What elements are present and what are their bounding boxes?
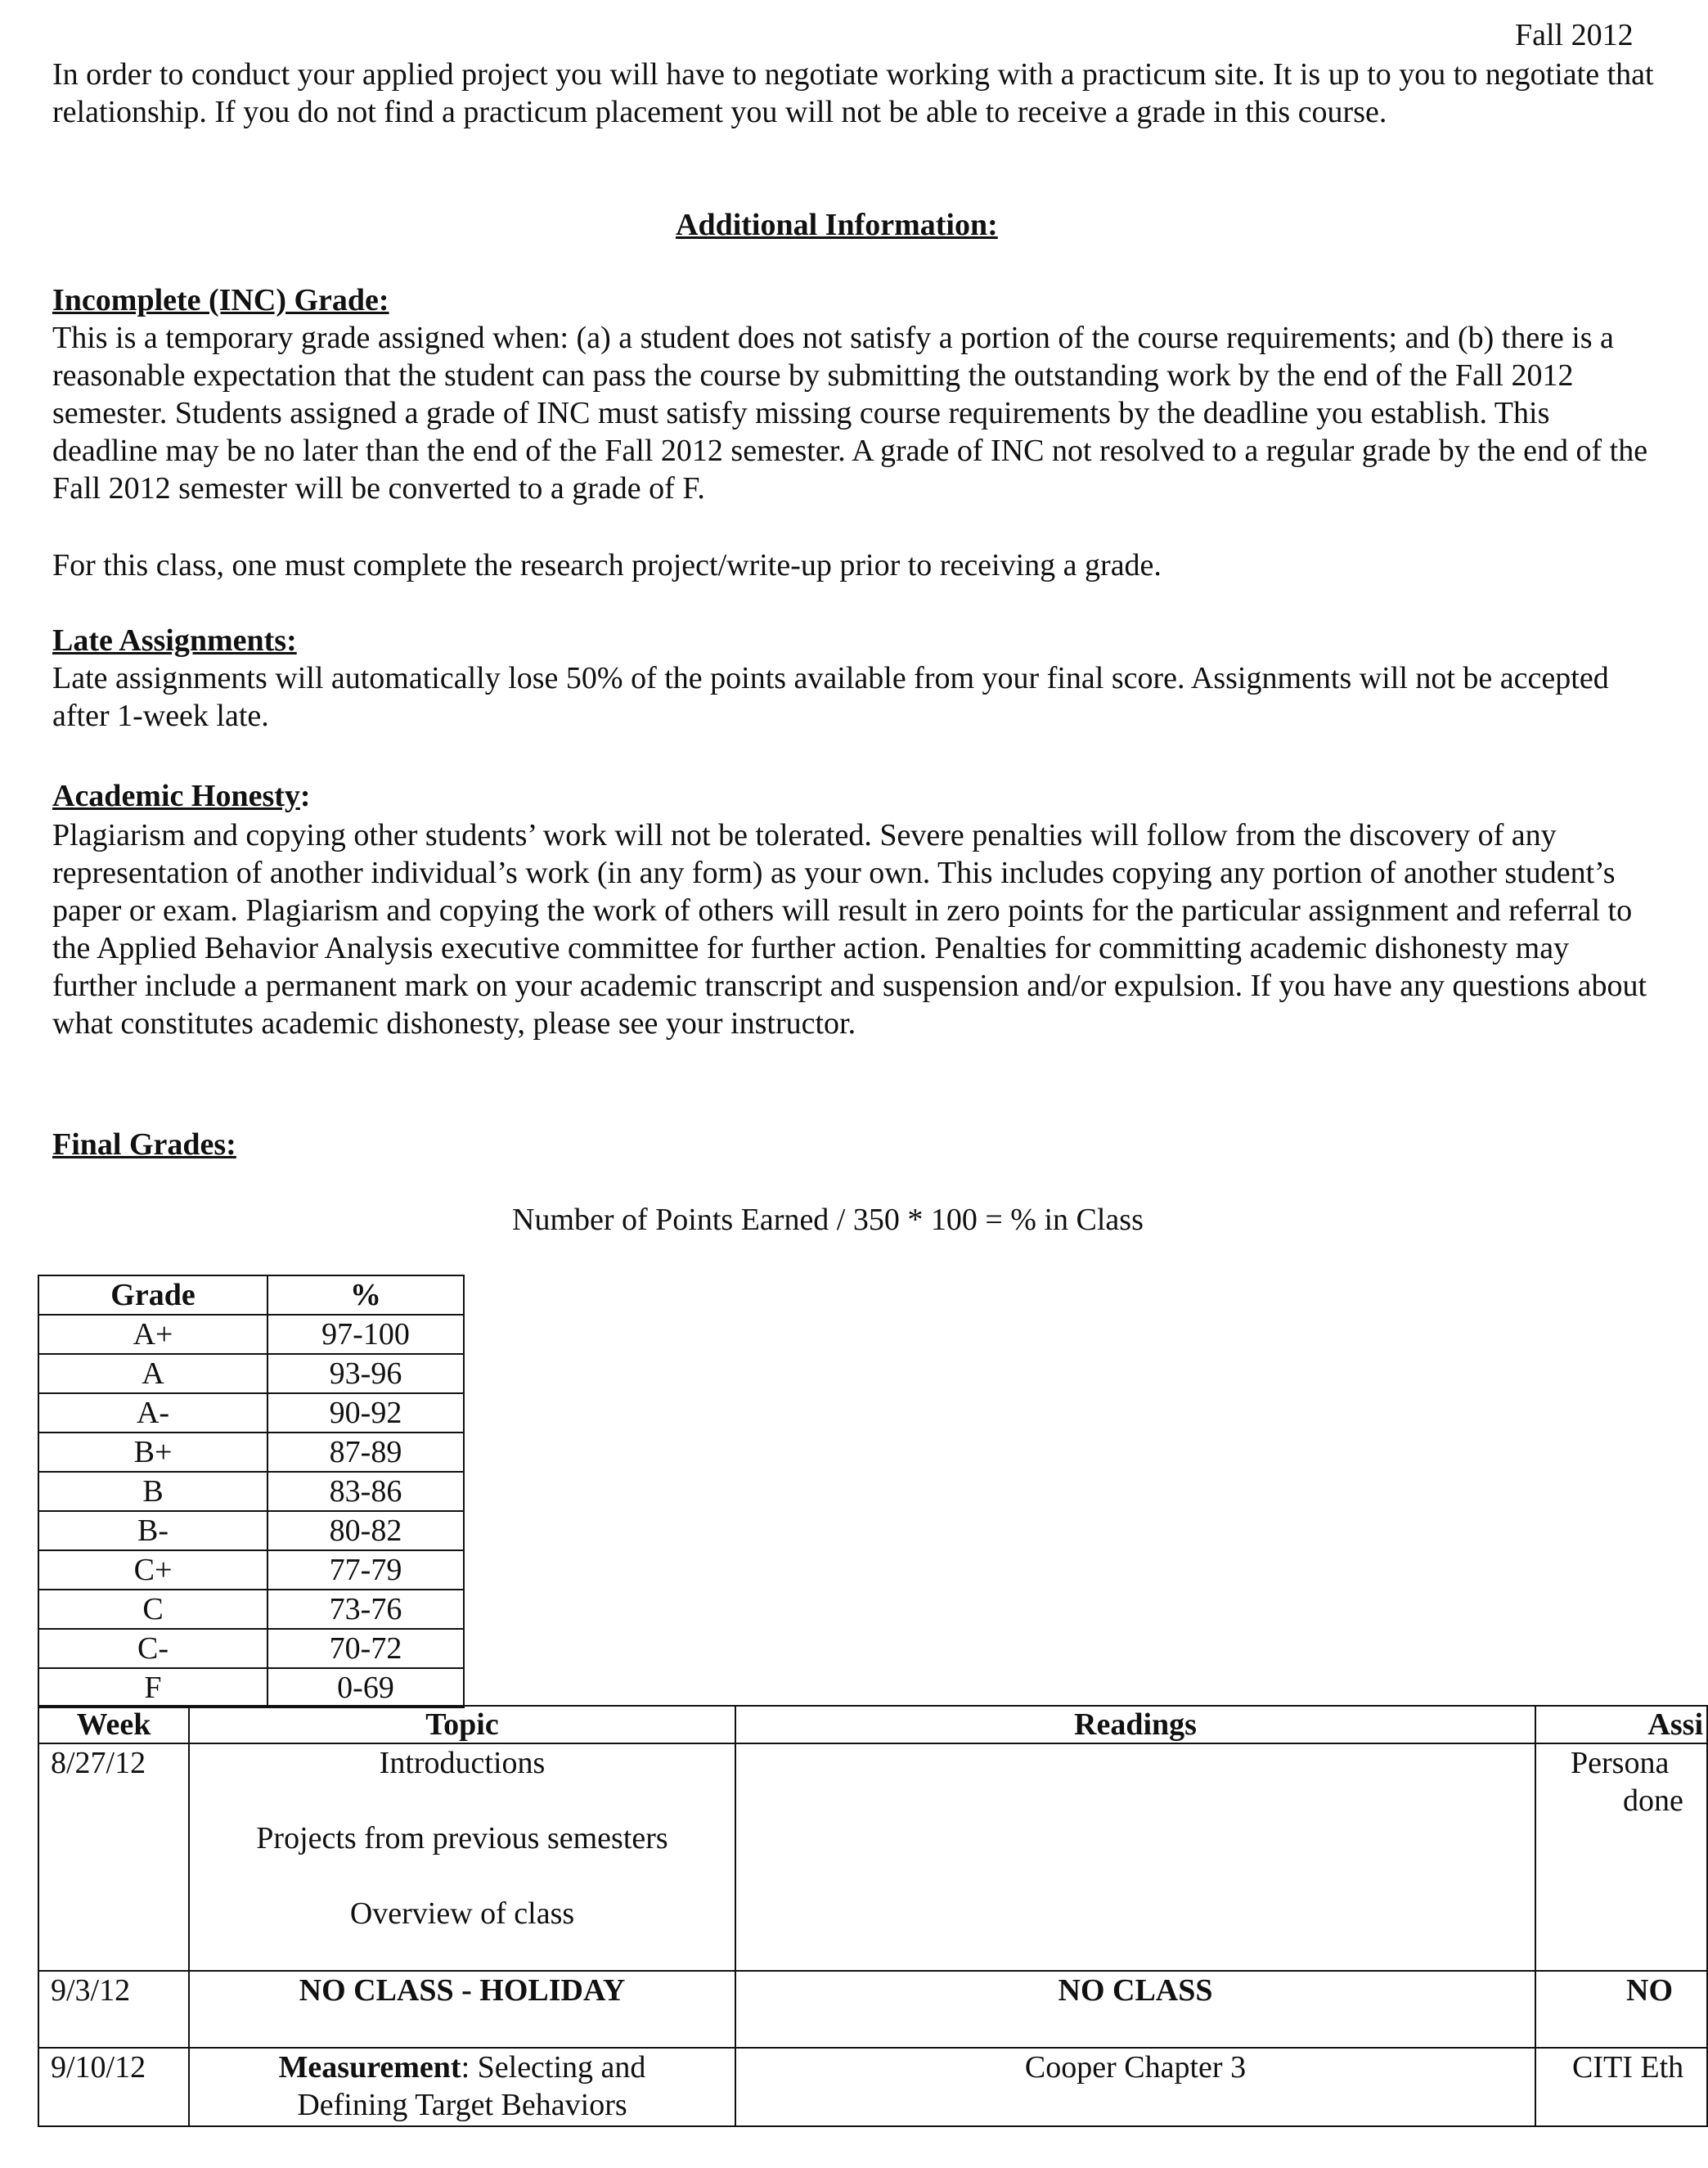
pct-cell: 97-100 — [267, 1315, 464, 1354]
incomplete-note: For this class, one must complete the research project/write-up prior to receiving a grade. — [52, 548, 1162, 582]
honesty-heading-colon: : — [299, 779, 311, 813]
additional-info-title: Additional Information: — [676, 208, 998, 242]
grade-cell: B- — [38, 1511, 267, 1550]
term-label: Fall 2012 — [1515, 18, 1634, 52]
grade-row — [38, 1315, 464, 1354]
grade-row — [38, 1668, 464, 1707]
late-heading: Late Assignments: — [52, 623, 297, 658]
grade-row — [38, 1590, 464, 1629]
grade-row — [38, 1472, 464, 1511]
grade-cell: A — [38, 1354, 267, 1393]
topic-line: Overview of class — [349, 1896, 575, 1931]
topic-cell — [189, 1743, 735, 1971]
late-body: Late assignments will automatically lose 50% of the points available from your final score. Assignments will not be accepted after 1-week late. — [52, 661, 1609, 733]
assignment-line: done — [1623, 1783, 1683, 1818]
pct-cell: 93-96 — [267, 1354, 464, 1393]
grade-cell: A- — [38, 1393, 267, 1433]
topic-line: Projects from previous semesters — [256, 1821, 668, 1855]
grade-cell: B — [38, 1472, 267, 1511]
pct-cell: 73-76 — [267, 1590, 464, 1629]
grade-row — [38, 1511, 464, 1550]
topic-bold: Measurement — [278, 2050, 461, 2085]
schedule-header-row — [38, 1706, 1707, 1743]
assignment-cell — [1535, 1743, 1707, 1971]
grade-cell: C — [38, 1590, 267, 1629]
incomplete-body: This is a temporary grade assigned when: (a) a student does not satisfy a portion of the course requirements; and (b) there is a reasonable expectation that the student can pass the course by submitting the outstanding work by the end of the Fall 2012 semester. Students assigned a grade of INC must satisfy missing course requirements by the deadline you establish. This deadline may be no later than the end of the Fall 2012 semester. A grade of INC not resolved to a regular grade by the end of the Fall 2012 semester will be converted to a grade of F. — [52, 321, 1648, 506]
pct-cell: 0-69 — [267, 1668, 464, 1707]
schedule-row — [38, 1971, 1707, 2048]
intro-paragraph: In order to conduct your applied project you will have to negotiate working with a practicum site. It is up to you to negotiate that relationship. If you do not find a practicum placement you will not be able to receive a grade in this course. — [52, 57, 1654, 129]
final-grades-heading: Final Grades: — [52, 1127, 236, 1162]
week-cell: 8/27/12 — [38, 1743, 189, 1971]
grade-formula: Number of Points Earned / 350 * 100 = % in Class — [512, 1203, 1144, 1237]
readings-cell: Cooper Chapter 3 — [735, 2048, 1535, 2126]
schedule-row — [38, 2048, 1707, 2126]
readings-col-header: Readings — [735, 1706, 1535, 1743]
pct-cell: 90-92 — [267, 1393, 464, 1433]
week-cell: 9/3/12 — [38, 1971, 189, 2048]
readings-cell — [735, 1743, 1535, 1971]
readings-cell: NO CLASS — [735, 1971, 1535, 2048]
assignment-line: Persona — [1571, 1746, 1670, 1780]
grade-cell: A+ — [38, 1315, 267, 1354]
honesty-body: Plagiarism and copying other students’ work will not be tolerated. Severe penalties will follow from the discovery of any representation of another individual’s work (in any form) as your own. This includes copying any portion of another student’s paper or exam. Plagiarism and copying the work of others will result in zero points for the particular assignment and referral to the Applied Behavior Analysis executive committee for further action. Penalties for committing academic dishonesty may further include a permanent mark on your academic transcript and suspension and/or expulsion. If you have any questions about what constitutes academic dishonesty, please see your instructor. — [52, 818, 1647, 1041]
pct-cell: 83-86 — [267, 1472, 464, 1511]
pct-cell: 80-82 — [267, 1511, 464, 1550]
topic-line — [190, 2049, 735, 2086]
grade-cell: B+ — [38, 1433, 267, 1472]
topic-cell: NO CLASS - HOLIDAY — [189, 1971, 735, 2048]
pct-col-header: % — [267, 1275, 464, 1315]
schedule-row — [38, 1743, 1707, 1971]
topic-cell — [189, 2048, 735, 2126]
topic-rest: : Selecting and — [461, 2050, 646, 2085]
grade-table — [38, 1275, 465, 1708]
topic-line: Defining Target Behaviors — [297, 2088, 627, 2122]
grade-row — [38, 1550, 464, 1590]
assignment-cell: NO — [1535, 1971, 1707, 2048]
incomplete-heading: Incomplete (INC) Grade: — [52, 283, 389, 317]
pct-cell: 87-89 — [267, 1433, 464, 1472]
grade-row — [38, 1393, 464, 1433]
grade-cell: C+ — [38, 1550, 267, 1590]
week-col-header: Week — [38, 1706, 189, 1743]
honesty-heading — [52, 777, 311, 815]
assignments-col-header: Assi — [1535, 1706, 1707, 1743]
topic-line: Introductions — [379, 1746, 546, 1780]
grade-row — [38, 1433, 464, 1472]
pct-cell: 77-79 — [267, 1550, 464, 1590]
grade-row — [38, 1629, 464, 1668]
honesty-heading-text: Academic Honesty — [52, 779, 300, 813]
pct-cell: 70-72 — [267, 1629, 464, 1668]
grade-row — [38, 1354, 464, 1393]
grade-table-header — [38, 1275, 464, 1315]
grade-col-header: Grade — [38, 1275, 267, 1315]
week-cell: 9/10/12 — [38, 2048, 189, 2126]
assignment-cell: CITI Eth — [1535, 2048, 1707, 2126]
grade-cell: F — [38, 1668, 267, 1707]
topic-col-header: Topic — [189, 1706, 735, 1743]
schedule-table — [38, 1705, 1708, 2127]
grade-cell: C- — [38, 1629, 267, 1668]
